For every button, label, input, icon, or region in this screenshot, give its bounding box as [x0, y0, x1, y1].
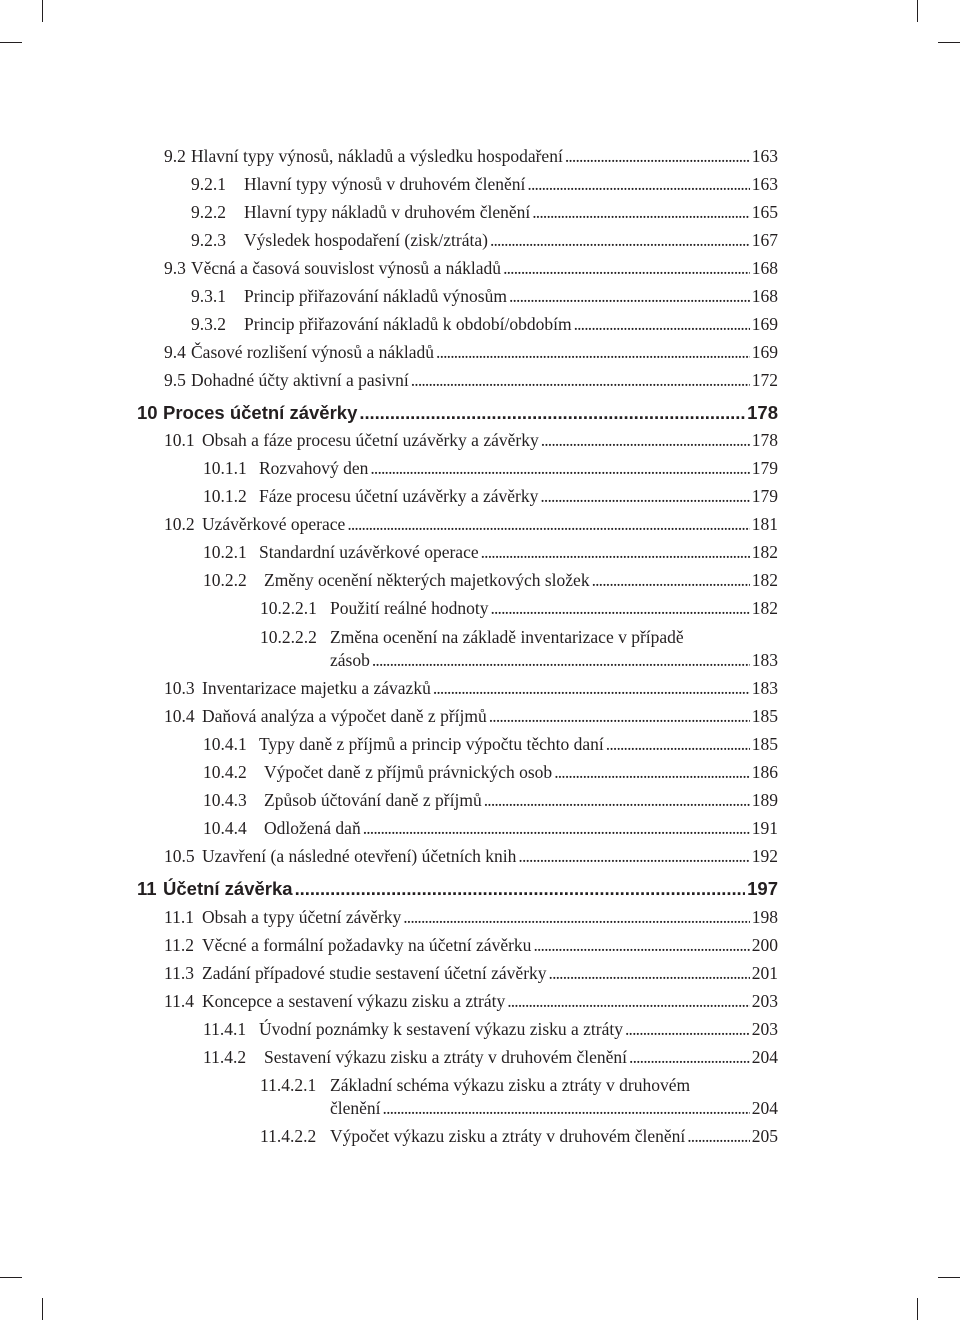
dot-leader: [533, 934, 749, 956]
toc-entry-title: Věcné a formální požadavky na účetní závěrku: [202, 935, 532, 955]
toc-entry-title: Výsledek hospodaření (zisk/ztráta): [244, 230, 488, 250]
toc-entry-title: Časové rozlišení výnosů a nákladů: [191, 342, 435, 362]
toc-entry-title: Hlavní typy výnosů v druhovém členění: [244, 174, 526, 194]
toc-entry-title: Věcná a časová souvislost výnosů a nákladů: [191, 258, 502, 278]
toc-entry-page: 198: [751, 907, 778, 927]
toc-entry-title: Fáze procesu účetní uzávěrky a závěrky: [259, 486, 539, 506]
toc-entry-title: Dohadné účty aktivní a pasivní: [191, 370, 409, 390]
toc-chapter-title: Proces účetní závěrky: [163, 402, 358, 423]
dot-leader: [606, 733, 750, 755]
toc-entry-page: 168: [751, 258, 778, 278]
toc-entry-page: 182: [751, 598, 778, 618]
toc-entry-title: Daňová analýza a výpočet daně z příjmů: [202, 706, 487, 726]
toc-entry-number: 11.3: [164, 963, 194, 983]
crop-mark-bottom-left: [42, 1298, 43, 1320]
toc-entry-page: 169: [751, 314, 778, 334]
toc-entry-number: 10.2.2.1: [260, 598, 317, 618]
toc-entry-number: 10.4.1: [203, 734, 247, 754]
toc-entry-number: 10.2: [164, 514, 195, 534]
dot-leader: [370, 457, 749, 479]
toc-entry-title: Obsah a typy účetní závěrky: [202, 907, 402, 927]
toc-entry-number: 9.3.1: [191, 286, 226, 306]
toc-entry-number: 9.4: [164, 342, 186, 362]
toc-entry-number: 10.4.3: [203, 790, 247, 810]
toc-entry-number: 10.2.2: [203, 570, 247, 590]
dot-leader: [541, 429, 750, 451]
dot-leader: [540, 485, 749, 507]
toc-entry-page: 163: [751, 146, 778, 166]
toc-chapter-page: 197: [747, 878, 778, 899]
toc-entry-page: 179: [751, 486, 778, 506]
dot-leader: [403, 906, 750, 928]
dot-leader: [565, 145, 750, 167]
toc-entry-title: Zadání případové studie sestavení účetní závěrky: [202, 963, 547, 983]
toc-entry-number: 11.4.1: [203, 1019, 247, 1039]
toc-entry-title: Princip přiřazování nákladů k období/obdobím: [244, 314, 572, 334]
crop-mark-right-top: [938, 42, 960, 43]
toc-entry-page: 185: [751, 706, 778, 726]
toc-entry-title: Výpočet daně z příjmů právnických osob: [264, 762, 553, 782]
dot-leader: [436, 341, 750, 363]
toc-entry-title: Inventarizace majetku a závazků: [202, 678, 431, 698]
toc-entry-page: 204: [751, 1047, 778, 1067]
toc-entry-number: 10.5: [164, 846, 195, 866]
toc-entry-number: 9.2.3: [191, 230, 226, 250]
toc-entry-title: Způsob účtování daně z příjmů: [264, 790, 482, 810]
dot-leader: [363, 817, 750, 839]
dot-leader: [347, 513, 749, 535]
toc-entry-page: 183: [751, 650, 778, 670]
toc-entry-page: 165: [751, 202, 778, 222]
dot-leader: [574, 313, 750, 335]
toc-entry-page: 163: [751, 174, 778, 194]
toc-entry-page: 205: [751, 1126, 778, 1146]
crop-mark-top-left: [42, 0, 43, 22]
toc-entry-title: Sestavení výkazu zisku a ztráty v druhovém členění: [264, 1047, 628, 1067]
toc-entry-title: Hlavní typy nákladů v druhovém členění: [244, 202, 531, 222]
toc-entry-title: Typy daně z příjmů a princip výpočtu těchto daní: [259, 734, 604, 754]
toc-entry-page: 168: [751, 286, 778, 306]
dot-leader: [527, 173, 749, 195]
toc-entry-number: 11.4.2.1: [260, 1075, 317, 1095]
toc-entry-number: 10.3: [164, 678, 195, 698]
dot-leader: [372, 649, 750, 671]
toc-entry-number: 9.2: [164, 146, 186, 166]
dot-leader: [295, 878, 746, 900]
dot-leader: [481, 541, 750, 563]
toc-entry-title: Obsah a fáze procesu účetní uzávěrky a závěrky: [202, 430, 539, 450]
toc-entry-title: Uzavření (a následné otevření) účetních knih: [202, 846, 517, 866]
toc-entry-title: Základní schéma výkazu zisku a ztráty v druhovém: [330, 1075, 691, 1095]
dot-leader: [629, 1046, 750, 1068]
dot-leader: [554, 761, 750, 783]
toc-entry-title: Použití reálné hodnoty: [330, 598, 489, 618]
toc-entry-title: Výpočet výkazu zisku a ztráty v druhovém členění: [330, 1126, 686, 1146]
toc-entry-title: Úvodní poznámky k sestavení výkazu zisku a ztráty: [259, 1019, 623, 1039]
toc-entry[interactable]: [260, 626, 778, 674]
toc-entry-page: 178: [751, 430, 778, 450]
crop-mark-bottom-right: [917, 1298, 918, 1320]
toc-entry-title: Změny ocenění některých majetkových složek: [264, 570, 590, 590]
dot-leader: [532, 201, 750, 223]
toc-entry-page: 200: [751, 935, 778, 955]
toc-entry-number: 11.4: [164, 991, 194, 1011]
toc-entry-page: 182: [751, 570, 778, 590]
dot-leader: [509, 285, 750, 307]
toc-entry-number: 9.3: [164, 258, 186, 278]
toc-entry-number: 11.2: [164, 935, 194, 955]
toc-entry-number: 10.2.2.2: [260, 627, 317, 647]
toc-entry-number: 9.3.2: [191, 314, 226, 334]
toc-chapter-number: 10: [137, 402, 158, 423]
toc-chapter-title: Účetní závěrka: [163, 878, 293, 899]
dot-leader: [490, 597, 749, 619]
toc-entry-page: 186: [751, 762, 778, 782]
toc-entry-page: 172: [751, 370, 778, 390]
toc-entry-number: 11.4.2: [203, 1047, 247, 1067]
crop-mark-left-top: [0, 42, 22, 43]
crop-mark-right-bottom: [938, 1277, 960, 1278]
toc-entry-number: 10.1: [164, 430, 195, 450]
toc-entry-title: Změna ocenění na základě inventarizace v případě: [330, 627, 684, 647]
toc-entry-number: 11.4.2.2: [260, 1126, 317, 1146]
dot-leader: [484, 789, 750, 811]
toc-entry-title: Hlavní typy výnosů, nákladů a výsledku hospodaření: [191, 146, 563, 166]
toc-entry-page: 201: [751, 963, 778, 983]
toc-entry-page: 204: [751, 1098, 778, 1118]
toc-entry-title: Standardní uzávěrkové operace: [259, 542, 479, 562]
dot-leader: [489, 705, 750, 727]
toc-entry-page: 192: [751, 846, 778, 866]
toc-entry-page: 167: [751, 230, 778, 250]
dot-leader: [518, 845, 749, 867]
dot-leader: [411, 369, 750, 391]
toc-entry-title: Koncepce a sestavení výkazu zisku a ztráty: [202, 991, 506, 1011]
crop-mark-top-right: [917, 0, 918, 22]
dot-leader: [383, 1097, 750, 1119]
dot-leader: [549, 962, 750, 984]
toc-entry-number: 10.1.1: [203, 458, 247, 478]
toc-entry-page: 181: [751, 514, 778, 534]
toc-entry-page: 169: [751, 342, 778, 362]
toc-entry-title: Princip přiřazování nákladů výnosům: [244, 286, 507, 306]
toc-entry-page: 189: [751, 790, 778, 810]
crop-mark-left-bottom: [0, 1277, 22, 1278]
toc-entry-number: 10.4: [164, 706, 195, 726]
dot-leader: [507, 990, 750, 1012]
toc-entry-page: 203: [751, 991, 778, 1011]
toc-entry-number: 10.1.2: [203, 486, 247, 506]
toc-entry-number: 9.2.2: [191, 202, 226, 222]
dot-leader: [625, 1018, 750, 1040]
toc-entry-page: 183: [751, 678, 778, 698]
toc-entry-number: 10.4.4: [203, 818, 247, 838]
toc-entry-number: 10.4.2: [203, 762, 247, 782]
dot-leader: [592, 569, 750, 591]
toc-chapter-number: 11: [137, 878, 157, 899]
toc-entry-title-continued: členění: [330, 1098, 381, 1118]
toc-entry[interactable]: [260, 1074, 778, 1122]
dot-leader: [359, 402, 745, 424]
toc-entry-number: 9.2.1: [191, 174, 226, 194]
dot-leader: [433, 677, 750, 699]
toc-entry-page: 191: [751, 818, 778, 838]
toc-entry-page: 185: [751, 734, 778, 754]
dot-leader: [503, 257, 750, 279]
toc-entry-title: Uzávěrkové operace: [202, 514, 346, 534]
toc-entry-page: 182: [751, 542, 778, 562]
toc-entry-number: 9.5: [164, 370, 186, 390]
toc-entry-title: Rozvahový den: [259, 458, 369, 478]
toc-entry-number: 10.2.1: [203, 542, 247, 562]
toc-chapter-page: 178: [747, 402, 778, 423]
dot-leader: [490, 229, 750, 251]
toc-entry-page: 203: [751, 1019, 778, 1039]
toc-entry-page: 179: [751, 458, 778, 478]
toc-entry-title: Odložená daň: [264, 818, 361, 838]
dot-leader: [687, 1125, 750, 1147]
toc-entry-number: 11.1: [164, 907, 194, 927]
toc-entry-title-continued: zásob: [330, 650, 370, 670]
